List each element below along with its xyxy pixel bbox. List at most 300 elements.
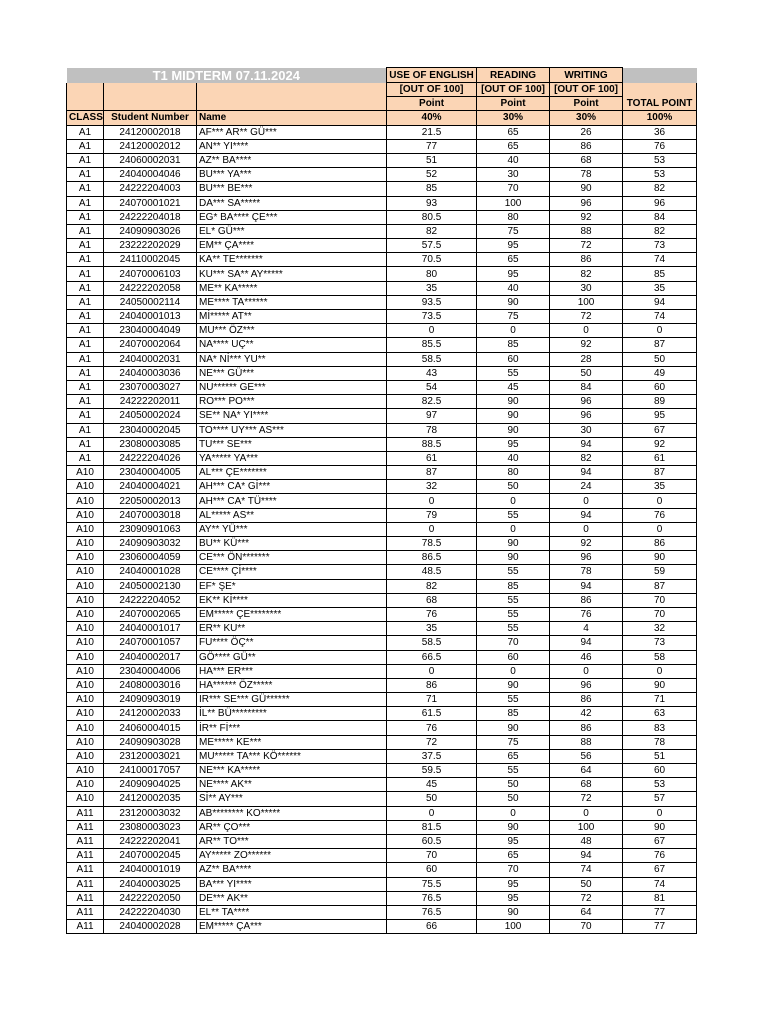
student-number-cell: 24120002018 xyxy=(104,125,197,139)
table-row xyxy=(67,551,697,565)
writing-cell: 96 xyxy=(550,196,623,210)
reading-cell: 0 xyxy=(477,664,550,678)
use-of-english-cell: 66.5 xyxy=(387,650,477,664)
reading-cell: 90 xyxy=(477,409,550,423)
total-point-cell: 82 xyxy=(623,182,697,196)
class-cell: A10 xyxy=(67,693,104,707)
table-row xyxy=(67,792,697,806)
header-total-weight: 100% xyxy=(623,111,697,125)
table-row xyxy=(67,650,697,664)
table-row xyxy=(67,267,697,281)
table-row xyxy=(67,182,697,196)
class-cell: A1 xyxy=(67,324,104,338)
name-cell: KU*** SA** AY***** xyxy=(197,267,387,281)
name-cell: NA**** UÇ** xyxy=(197,338,387,352)
header-writing-point: Point xyxy=(550,97,623,111)
student-number-cell: 24120002012 xyxy=(104,139,197,153)
reading-cell: 70 xyxy=(477,636,550,650)
total-point-cell: 0 xyxy=(623,806,697,820)
score-sheet xyxy=(66,67,696,934)
name-cell: AZ** BA**** xyxy=(197,863,387,877)
reading-cell: 55 xyxy=(477,508,550,522)
total-point-cell: 61 xyxy=(623,451,697,465)
table-row xyxy=(67,565,697,579)
use-of-english-cell: 77 xyxy=(387,139,477,153)
reading-cell: 50 xyxy=(477,792,550,806)
writing-cell: 0 xyxy=(550,664,623,678)
total-point-cell: 78 xyxy=(623,735,697,749)
table-row xyxy=(67,607,697,621)
class-cell: A10 xyxy=(67,735,104,749)
name-cell: NE*** GÜ*** xyxy=(197,366,387,380)
use-of-english-cell: 35 xyxy=(387,622,477,636)
class-cell: A11 xyxy=(67,905,104,919)
total-point-cell: 96 xyxy=(623,196,697,210)
writing-cell: 70 xyxy=(550,920,623,934)
student-number-cell: 24040001013 xyxy=(104,310,197,324)
writing-cell: 100 xyxy=(550,820,623,834)
table-row xyxy=(67,352,697,366)
reading-cell: 95 xyxy=(477,891,550,905)
use-of-english-cell: 61 xyxy=(387,451,477,465)
writing-cell: 4 xyxy=(550,622,623,636)
writing-cell: 64 xyxy=(550,764,623,778)
writing-cell: 94 xyxy=(550,508,623,522)
reading-cell: 55 xyxy=(477,565,550,579)
header-total-blank xyxy=(623,83,697,97)
use-of-english-cell: 85.5 xyxy=(387,338,477,352)
reading-cell: 50 xyxy=(477,778,550,792)
student-number-cell: 24070001021 xyxy=(104,196,197,210)
student-number-cell: 24040004046 xyxy=(104,168,197,182)
use-of-english-cell: 70.5 xyxy=(387,253,477,267)
name-cell: AH*** CA* TÜ**** xyxy=(197,494,387,508)
header-use-of-english: USE OF ENGLISH xyxy=(387,68,477,83)
writing-cell: 78 xyxy=(550,168,623,182)
class-cell: A11 xyxy=(67,820,104,834)
reading-cell: 55 xyxy=(477,593,550,607)
student-number-cell: 23040004006 xyxy=(104,664,197,678)
class-cell: A10 xyxy=(67,778,104,792)
name-cell: EL* GÜ*** xyxy=(197,224,387,238)
student-number-cell: 24120002035 xyxy=(104,792,197,806)
table-row xyxy=(67,423,697,437)
header-writing-out-of: [OUT OF 100] xyxy=(550,83,623,97)
total-point-cell: 60 xyxy=(623,380,697,394)
reading-cell: 85 xyxy=(477,338,550,352)
name-cell: AZ** BA**** xyxy=(197,153,387,167)
student-number-cell: 24040003036 xyxy=(104,366,197,380)
student-number-cell: 23060004059 xyxy=(104,551,197,565)
table-row xyxy=(67,522,697,536)
student-number-cell: 24080003016 xyxy=(104,678,197,692)
table-row xyxy=(67,820,697,834)
writing-cell: 64 xyxy=(550,905,623,919)
class-cell: A1 xyxy=(67,210,104,224)
use-of-english-cell: 35 xyxy=(387,281,477,295)
table-row xyxy=(67,806,697,820)
student-number-cell: 24060004015 xyxy=(104,721,197,735)
total-point-cell: 87 xyxy=(623,338,697,352)
header-reading: READING xyxy=(477,68,550,83)
student-number-cell: 24050002130 xyxy=(104,579,197,593)
reading-cell: 55 xyxy=(477,366,550,380)
name-cell: AN** YI**** xyxy=(197,139,387,153)
use-of-english-cell: 43 xyxy=(387,366,477,380)
student-number-cell: 24090903019 xyxy=(104,693,197,707)
name-cell: CE**** Çİ**** xyxy=(197,565,387,579)
writing-cell: 72 xyxy=(550,310,623,324)
total-point-cell: 32 xyxy=(623,622,697,636)
class-cell: A10 xyxy=(67,792,104,806)
reading-cell: 80 xyxy=(477,210,550,224)
total-point-cell: 76 xyxy=(623,508,697,522)
writing-cell: 94 xyxy=(550,437,623,451)
use-of-english-cell: 82 xyxy=(387,579,477,593)
writing-cell: 90 xyxy=(550,182,623,196)
use-of-english-cell: 21.5 xyxy=(387,125,477,139)
writing-cell: 94 xyxy=(550,466,623,480)
use-of-english-cell: 85 xyxy=(387,182,477,196)
writing-cell: 72 xyxy=(550,891,623,905)
table-row xyxy=(67,380,697,394)
use-of-english-cell: 61.5 xyxy=(387,707,477,721)
table-row xyxy=(67,139,697,153)
writing-cell: 72 xyxy=(550,239,623,253)
use-of-english-cell: 82.5 xyxy=(387,395,477,409)
name-cell: NA* Nİ*** YU** xyxy=(197,352,387,366)
table-row xyxy=(67,310,697,324)
table-row xyxy=(67,636,697,650)
student-number-cell: 24040001019 xyxy=(104,863,197,877)
reading-cell: 85 xyxy=(477,579,550,593)
use-of-english-cell: 87 xyxy=(387,466,477,480)
use-of-english-cell: 97 xyxy=(387,409,477,423)
student-number-cell: 23080003085 xyxy=(104,437,197,451)
use-of-english-cell: 82 xyxy=(387,224,477,238)
use-of-english-cell: 86.5 xyxy=(387,551,477,565)
writing-cell: 88 xyxy=(550,224,623,238)
class-cell: A1 xyxy=(67,295,104,309)
reading-cell: 95 xyxy=(477,437,550,451)
reading-cell: 60 xyxy=(477,650,550,664)
total-point-cell: 73 xyxy=(623,636,697,650)
reading-cell: 95 xyxy=(477,267,550,281)
reading-cell: 40 xyxy=(477,281,550,295)
class-cell: A11 xyxy=(67,834,104,848)
name-cell: AB******** KO***** xyxy=(197,806,387,820)
total-point-cell: 35 xyxy=(623,480,697,494)
class-cell: A10 xyxy=(67,494,104,508)
student-number-cell: 24090903032 xyxy=(104,537,197,551)
reading-cell: 90 xyxy=(477,295,550,309)
student-number-cell: 24040001017 xyxy=(104,622,197,636)
table-row xyxy=(67,778,697,792)
table-row xyxy=(67,721,697,735)
class-cell: A11 xyxy=(67,806,104,820)
class-cell: A1 xyxy=(67,366,104,380)
writing-cell: 86 xyxy=(550,253,623,267)
name-cell: ME***** KE*** xyxy=(197,735,387,749)
student-number-cell: 23040002045 xyxy=(104,423,197,437)
use-of-english-cell: 73.5 xyxy=(387,310,477,324)
table-row xyxy=(67,863,697,877)
header-class: CLASS xyxy=(67,111,104,125)
reading-cell: 0 xyxy=(477,324,550,338)
total-point-cell: 0 xyxy=(623,324,697,338)
table-row xyxy=(67,735,697,749)
total-point-cell: 92 xyxy=(623,437,697,451)
class-cell: A1 xyxy=(67,310,104,324)
name-cell: CE*** ÖN******* xyxy=(197,551,387,565)
student-number-cell: 23040004049 xyxy=(104,324,197,338)
total-point-cell: 53 xyxy=(623,778,697,792)
writing-cell: 56 xyxy=(550,749,623,763)
reading-cell: 90 xyxy=(477,551,550,565)
class-cell: A10 xyxy=(67,508,104,522)
total-point-cell: 35 xyxy=(623,281,697,295)
use-of-english-cell: 80.5 xyxy=(387,210,477,224)
writing-cell: 0 xyxy=(550,324,623,338)
student-number-cell: 23040004005 xyxy=(104,466,197,480)
use-of-english-cell: 58.5 xyxy=(387,636,477,650)
name-cell: AR** TO*** xyxy=(197,834,387,848)
student-number-cell: 24060002031 xyxy=(104,153,197,167)
writing-cell: 72 xyxy=(550,792,623,806)
name-cell: AY***** ZO****** xyxy=(197,849,387,863)
name-cell: EM** ÇA**** xyxy=(197,239,387,253)
table-row xyxy=(67,409,697,423)
total-point-cell: 51 xyxy=(623,749,697,763)
name-cell: MU***** TA*** KÖ****** xyxy=(197,749,387,763)
name-cell: NE*** KA***** xyxy=(197,764,387,778)
name-cell: NE**** AK** xyxy=(197,778,387,792)
table-row xyxy=(67,210,697,224)
total-point-cell: 50 xyxy=(623,352,697,366)
total-point-cell: 73 xyxy=(623,239,697,253)
writing-cell: 68 xyxy=(550,778,623,792)
total-point-cell: 74 xyxy=(623,310,697,324)
name-cell: NU****** GE*** xyxy=(197,380,387,394)
use-of-english-cell: 76 xyxy=(387,607,477,621)
table-row xyxy=(67,693,697,707)
table-row xyxy=(67,849,697,863)
name-cell: ER** KU** xyxy=(197,622,387,636)
use-of-english-cell: 86 xyxy=(387,678,477,692)
total-point-cell: 74 xyxy=(623,877,697,891)
class-cell: A10 xyxy=(67,650,104,664)
use-of-english-cell: 54 xyxy=(387,380,477,394)
student-number-cell: 23070003027 xyxy=(104,380,197,394)
class-cell: A1 xyxy=(67,281,104,295)
use-of-english-cell: 80 xyxy=(387,267,477,281)
table-row xyxy=(67,324,697,338)
total-point-cell: 0 xyxy=(623,522,697,536)
name-cell: AH*** CA* Gİ*** xyxy=(197,480,387,494)
reading-cell: 0 xyxy=(477,806,550,820)
header-uoe-point: Point xyxy=(387,97,477,111)
use-of-english-cell: 60 xyxy=(387,863,477,877)
use-of-english-cell: 68 xyxy=(387,593,477,607)
name-cell: İR** Fİ*** xyxy=(197,721,387,735)
total-point-cell: 36 xyxy=(623,125,697,139)
table-row xyxy=(67,707,697,721)
use-of-english-cell: 88.5 xyxy=(387,437,477,451)
reading-cell: 45 xyxy=(477,380,550,394)
writing-cell: 96 xyxy=(550,551,623,565)
total-point-cell: 84 xyxy=(623,210,697,224)
table-row xyxy=(67,537,697,551)
class-cell: A10 xyxy=(67,522,104,536)
header-reading-out-of: [OUT OF 100] xyxy=(477,83,550,97)
writing-cell: 100 xyxy=(550,295,623,309)
student-number-cell: 24090903026 xyxy=(104,224,197,238)
name-cell: MU*** ÖZ*** xyxy=(197,324,387,338)
table-row xyxy=(67,153,697,167)
total-point-cell: 70 xyxy=(623,593,697,607)
header-class-blank xyxy=(67,83,104,97)
class-cell: A1 xyxy=(67,352,104,366)
total-point-cell: 89 xyxy=(623,395,697,409)
use-of-english-cell: 81.5 xyxy=(387,820,477,834)
class-cell: A10 xyxy=(67,579,104,593)
header-uoe-out-of: [OUT OF 100] xyxy=(387,83,477,97)
writing-cell: 86 xyxy=(550,593,623,607)
use-of-english-cell: 52 xyxy=(387,168,477,182)
table-row xyxy=(67,451,697,465)
student-number-cell: 23080003023 xyxy=(104,820,197,834)
use-of-english-cell: 79 xyxy=(387,508,477,522)
use-of-english-cell: 50 xyxy=(387,792,477,806)
writing-cell: 50 xyxy=(550,366,623,380)
header-number-blank xyxy=(104,83,197,97)
writing-cell: 96 xyxy=(550,395,623,409)
use-of-english-cell: 78 xyxy=(387,423,477,437)
student-number-cell: 24040002028 xyxy=(104,920,197,934)
table-row xyxy=(67,338,697,352)
total-point-cell: 81 xyxy=(623,891,697,905)
student-number-cell: 24222204018 xyxy=(104,210,197,224)
table-row xyxy=(67,168,697,182)
reading-cell: 55 xyxy=(477,693,550,707)
class-cell: A10 xyxy=(67,537,104,551)
use-of-english-cell: 45 xyxy=(387,778,477,792)
header-name-blank-2 xyxy=(197,97,387,111)
header-name: Name xyxy=(197,111,387,125)
sheet-title: T1 MIDTERM 07.11.2024 xyxy=(67,68,387,83)
writing-cell: 26 xyxy=(550,125,623,139)
total-point-cell: 94 xyxy=(623,295,697,309)
use-of-english-cell: 75.5 xyxy=(387,877,477,891)
class-cell: A1 xyxy=(67,125,104,139)
class-cell: A1 xyxy=(67,196,104,210)
name-cell: TU*** SE*** xyxy=(197,437,387,451)
total-point-cell: 87 xyxy=(623,579,697,593)
total-point-cell: 76 xyxy=(623,849,697,863)
writing-cell: 46 xyxy=(550,650,623,664)
name-cell: SE** NA* YI**** xyxy=(197,409,387,423)
use-of-english-cell: 57.5 xyxy=(387,239,477,253)
header-reading-point: Point xyxy=(477,97,550,111)
reading-cell: 90 xyxy=(477,537,550,551)
use-of-english-cell: 76.5 xyxy=(387,891,477,905)
total-point-cell: 60 xyxy=(623,764,697,778)
reading-cell: 65 xyxy=(477,125,550,139)
writing-cell: 0 xyxy=(550,806,623,820)
table-row xyxy=(67,579,697,593)
table-row xyxy=(67,295,697,309)
total-point-cell: 87 xyxy=(623,466,697,480)
table-row xyxy=(67,480,697,494)
total-point-cell: 59 xyxy=(623,565,697,579)
writing-cell: 82 xyxy=(550,451,623,465)
class-cell: A10 xyxy=(67,721,104,735)
class-cell: A10 xyxy=(67,749,104,763)
student-number-cell: 24070006103 xyxy=(104,267,197,281)
writing-cell: 92 xyxy=(550,537,623,551)
class-cell: A1 xyxy=(67,395,104,409)
reading-cell: 80 xyxy=(477,466,550,480)
writing-cell: 84 xyxy=(550,380,623,394)
name-cell: KA** TE******* xyxy=(197,253,387,267)
total-point-cell: 77 xyxy=(623,905,697,919)
writing-cell: 94 xyxy=(550,849,623,863)
class-cell: A11 xyxy=(67,920,104,934)
writing-cell: 50 xyxy=(550,877,623,891)
total-point-cell: 0 xyxy=(623,494,697,508)
student-number-cell: 24070003018 xyxy=(104,508,197,522)
student-number-cell: 24100017057 xyxy=(104,764,197,778)
writing-cell: 96 xyxy=(550,678,623,692)
total-point-cell: 53 xyxy=(623,153,697,167)
student-number-cell: 24050002024 xyxy=(104,409,197,423)
class-cell: A1 xyxy=(67,239,104,253)
writing-cell: 48 xyxy=(550,834,623,848)
class-cell: A10 xyxy=(67,764,104,778)
writing-cell: 92 xyxy=(550,338,623,352)
class-cell: A1 xyxy=(67,253,104,267)
total-point-cell: 58 xyxy=(623,650,697,664)
table-row xyxy=(67,764,697,778)
writing-cell: 92 xyxy=(550,210,623,224)
total-point-cell: 63 xyxy=(623,707,697,721)
name-cell: Sİ** AY*** xyxy=(197,792,387,806)
header-writing: WRITING xyxy=(550,68,623,83)
use-of-english-cell: 59.5 xyxy=(387,764,477,778)
student-number-cell: 24090904025 xyxy=(104,778,197,792)
use-of-english-cell: 66 xyxy=(387,920,477,934)
table-row xyxy=(67,437,697,451)
writing-cell: 94 xyxy=(550,579,623,593)
table-row xyxy=(67,678,697,692)
name-cell: HA****** ÖZ***** xyxy=(197,678,387,692)
use-of-english-cell: 93.5 xyxy=(387,295,477,309)
name-cell: İL** BÜ********* xyxy=(197,707,387,721)
reading-cell: 65 xyxy=(477,139,550,153)
table-row xyxy=(67,196,697,210)
student-number-cell: 24222204026 xyxy=(104,451,197,465)
class-cell: A1 xyxy=(67,153,104,167)
reading-cell: 55 xyxy=(477,607,550,621)
reading-cell: 95 xyxy=(477,239,550,253)
name-cell: FU**** ÖÇ** xyxy=(197,636,387,650)
class-cell: A10 xyxy=(67,707,104,721)
class-cell: A11 xyxy=(67,877,104,891)
total-point-cell: 67 xyxy=(623,834,697,848)
total-point-cell: 86 xyxy=(623,537,697,551)
reading-cell: 100 xyxy=(477,920,550,934)
use-of-english-cell: 0 xyxy=(387,664,477,678)
